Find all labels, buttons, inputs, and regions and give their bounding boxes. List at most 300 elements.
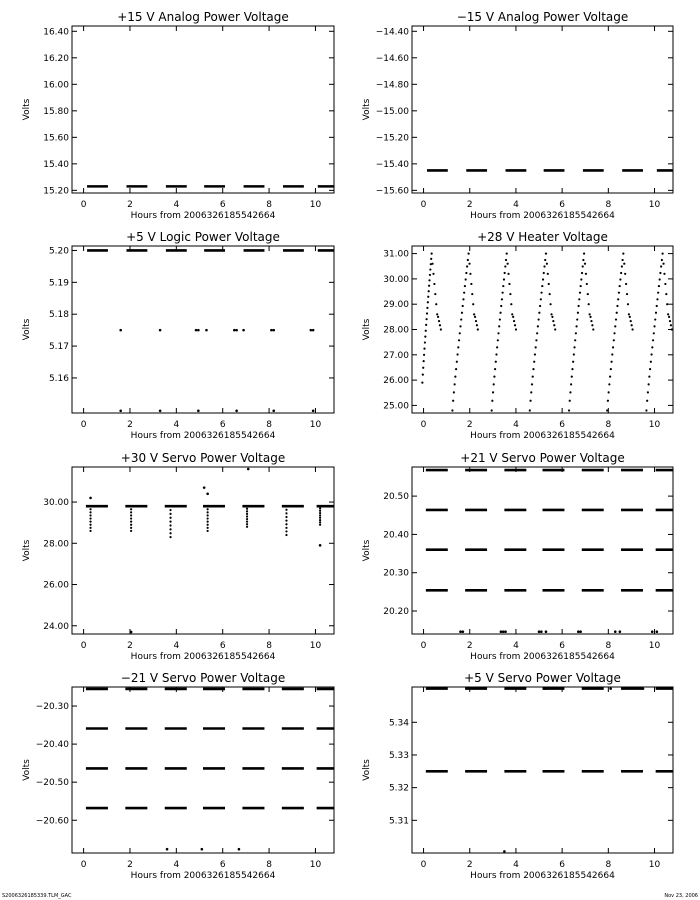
data-point [422, 374, 424, 376]
data-point [572, 361, 574, 363]
data-point [423, 348, 425, 350]
data-point [642, 687, 645, 690]
data-point [654, 318, 656, 320]
data-point [203, 486, 206, 489]
y-tick-label: 5.16 [48, 373, 69, 384]
data-point [544, 259, 546, 261]
data-point [662, 263, 664, 265]
x-tick-label: 10 [309, 860, 322, 870]
x-tick-label: 4 [513, 641, 519, 651]
y-tick-label: −20.50 [35, 778, 69, 789]
data-point [623, 263, 625, 265]
data-point [502, 630, 505, 633]
y-axis-label: Volts [22, 759, 32, 781]
data-point [548, 283, 550, 285]
data-point [246, 508, 248, 510]
data-point [536, 332, 538, 334]
y-axis-label: Volts [22, 539, 32, 562]
data-point [662, 252, 664, 254]
data-point [319, 514, 321, 516]
data-point [629, 316, 631, 318]
data-point [130, 505, 132, 507]
data-point [622, 252, 624, 254]
data-point [571, 376, 573, 378]
x-tick-label: 8 [605, 200, 612, 210]
x-tick-label: 8 [266, 200, 272, 210]
data-point [573, 353, 575, 355]
data-point [130, 631, 133, 634]
data-point [619, 630, 622, 633]
x-tick-label: 0 [80, 641, 87, 651]
data-point [609, 687, 612, 690]
x-axis-label: Hours from 2006326185542664 [130, 871, 276, 881]
x-tick-label: 6 [219, 420, 226, 430]
data-point [460, 318, 462, 320]
y-axis-label: Volts [362, 318, 372, 341]
data-point [571, 368, 573, 370]
data-point [494, 368, 496, 370]
data-point [431, 263, 433, 265]
data-point [207, 524, 209, 526]
data-point [590, 320, 592, 322]
data-point [538, 318, 540, 320]
data-point [89, 527, 91, 529]
data-point [646, 400, 648, 402]
data-point [622, 259, 624, 261]
data-point [423, 360, 425, 362]
y-tick-label: 20.20 [383, 607, 409, 618]
x-tick-label: 8 [266, 420, 272, 430]
data-point [543, 272, 545, 274]
data-point [428, 279, 430, 281]
data-point [645, 409, 647, 411]
data-point [89, 511, 91, 513]
data-point [502, 285, 504, 287]
data-point [475, 320, 477, 322]
y-tick-label: −20.40 [35, 740, 69, 751]
data-point [427, 296, 429, 298]
data-point [669, 320, 671, 322]
data-point [498, 325, 500, 327]
data-point [428, 285, 430, 287]
data-point [89, 517, 91, 519]
y-tick-label: 30.00 [43, 498, 69, 509]
data-point [543, 265, 545, 267]
data-point [569, 391, 571, 393]
y-tick-label: −15.60 [375, 186, 409, 197]
data-point [130, 530, 132, 532]
data-point [586, 283, 588, 285]
data-point [456, 361, 458, 363]
data-point [657, 292, 659, 294]
data-point [608, 391, 610, 393]
data-point [319, 544, 322, 547]
data-point [578, 305, 580, 307]
data-point [581, 272, 583, 274]
x-tick-label: 6 [219, 860, 226, 870]
data-point [627, 303, 629, 305]
x-tick-label: 4 [173, 641, 180, 651]
y-tick-label: 20.30 [383, 568, 409, 579]
data-point [608, 383, 610, 385]
x-tick-label: 10 [648, 200, 661, 210]
data-point [130, 517, 132, 519]
data-point [545, 252, 547, 254]
data-point [130, 527, 132, 529]
x-tick-label: 0 [80, 860, 87, 870]
x-tick-label: 2 [466, 200, 473, 210]
y-axis-label: Volts [362, 539, 372, 562]
x-tick-label: 10 [648, 420, 661, 430]
data-point [169, 517, 171, 519]
chart-title: +5 V Logic Power Voltage [126, 230, 280, 244]
data-point [272, 329, 275, 332]
data-point [207, 508, 209, 510]
data-point [246, 505, 248, 507]
y-tick-label: 26.00 [43, 580, 69, 591]
data-point [609, 376, 611, 378]
data-point [663, 273, 665, 275]
data-point [541, 285, 543, 287]
data-point [513, 320, 515, 322]
chart-panel-4 [362, 230, 673, 441]
y-tick-label: 5.32 [388, 783, 409, 794]
y-tick-label: 16.00 [43, 80, 69, 91]
data-point [493, 376, 495, 378]
data-point [207, 521, 209, 523]
data-point [510, 303, 512, 305]
data-point [659, 272, 661, 274]
y-tick-label: 28.00 [43, 539, 69, 550]
data-point [619, 278, 621, 280]
data-point [466, 265, 468, 267]
data-point [235, 409, 238, 412]
data-point [650, 361, 652, 363]
data-point [626, 293, 628, 295]
data-point [671, 328, 673, 330]
data-point [588, 303, 590, 305]
data-point [670, 324, 672, 326]
data-point [506, 252, 508, 254]
data-point [504, 630, 507, 633]
data-point [647, 391, 649, 393]
data-point [169, 513, 171, 515]
data-point [246, 526, 248, 528]
data-point [584, 263, 586, 265]
data-point [529, 409, 531, 411]
data-point [512, 316, 514, 318]
data-point [504, 272, 506, 274]
data-point [169, 509, 171, 511]
data-point [285, 523, 287, 525]
y-tick-label: −14.60 [375, 53, 409, 64]
data-point [272, 409, 275, 412]
data-point [459, 325, 461, 327]
data-point [422, 367, 424, 369]
x-axis-label: Hours from 2006326185542664 [470, 431, 615, 441]
x-tick-label: 10 [648, 641, 661, 651]
data-point [582, 259, 584, 261]
data-point [130, 511, 132, 513]
y-tick-label: −15.00 [375, 106, 409, 117]
data-point [430, 258, 432, 260]
data-point [467, 259, 469, 261]
plot-frame [72, 246, 334, 413]
x-tick-label: 8 [605, 641, 612, 651]
data-point [570, 383, 572, 385]
data-point [285, 505, 287, 507]
data-point [462, 630, 465, 633]
data-point [618, 292, 620, 294]
data-point [652, 339, 654, 341]
data-point [589, 316, 591, 318]
x-tick-label: 6 [219, 200, 226, 210]
data-point [533, 361, 535, 363]
data-point [462, 305, 464, 307]
data-point [424, 335, 426, 337]
data-point [575, 325, 577, 327]
chart-panel-5 [22, 451, 334, 662]
data-point [463, 292, 465, 294]
plot-frame [412, 246, 673, 413]
data-point [591, 324, 593, 326]
data-point [424, 341, 426, 343]
x-tick-label: 0 [420, 420, 427, 430]
y-axis-label: Volts [22, 98, 32, 121]
data-point [664, 283, 666, 285]
x-tick-label: 6 [559, 860, 565, 870]
data-point [540, 630, 543, 633]
data-point [454, 376, 456, 378]
data-point [285, 509, 287, 511]
data-point [589, 313, 591, 315]
data-point [668, 316, 670, 318]
x-tick-label: 10 [309, 200, 322, 210]
data-point [554, 328, 556, 330]
data-point [429, 268, 431, 270]
data-point [319, 519, 321, 521]
data-point [433, 283, 435, 285]
chart-title: +30 V Servo Power Voltage [120, 451, 286, 465]
data-point [491, 409, 493, 411]
x-tick-label: 2 [466, 641, 473, 651]
data-point [319, 512, 321, 514]
data-point [130, 514, 132, 516]
data-point [606, 409, 608, 411]
x-tick-label: 10 [309, 641, 322, 651]
data-point [426, 307, 428, 309]
chart-title: −15 V Analog Power Voltage [456, 10, 629, 24]
data-point [468, 263, 470, 265]
y-tick-label: −14.40 [375, 27, 409, 38]
chart-title: −21 V Servo Power Voltage [120, 671, 286, 685]
y-tick-label: −14.80 [375, 80, 409, 91]
data-point [207, 514, 209, 516]
chart-title: +5 V Servo Power Voltage [464, 671, 621, 685]
y-tick-label: 15.20 [43, 186, 69, 197]
data-point [530, 391, 532, 393]
data-point [206, 493, 209, 496]
data-point [427, 301, 429, 303]
x-tick-label: 6 [219, 641, 226, 651]
data-point [613, 339, 615, 341]
data-point [580, 285, 582, 287]
data-point [545, 630, 548, 633]
data-point [614, 325, 616, 327]
data-point [197, 409, 200, 412]
data-point [469, 273, 471, 275]
data-point [656, 305, 658, 307]
y-tick-label: −15.20 [375, 133, 409, 144]
data-point [472, 303, 474, 305]
x-axis-label: Hours from 2006326185542664 [130, 652, 276, 662]
data-point [421, 382, 423, 384]
x-tick-label: 10 [648, 860, 661, 870]
data-point [197, 329, 200, 332]
data-point [474, 316, 476, 318]
y-tick-label: 28.00 [383, 325, 409, 336]
x-tick-label: 8 [605, 860, 612, 870]
plot-frame [412, 687, 673, 853]
x-tick-label: 2 [127, 420, 133, 430]
x-tick-label: 2 [466, 860, 473, 870]
data-point [437, 316, 439, 318]
data-point [534, 353, 536, 355]
data-point [648, 376, 650, 378]
data-point [549, 293, 551, 295]
data-point [502, 292, 504, 294]
data-point [631, 324, 633, 326]
data-point [425, 318, 427, 320]
data-point [579, 630, 582, 633]
data-point [476, 324, 478, 326]
data-point [577, 312, 579, 314]
chart-panel-2 [362, 10, 673, 221]
x-tick-label: 4 [173, 200, 180, 210]
y-tick-label: 15.40 [43, 159, 69, 170]
data-point [435, 303, 437, 305]
data-point [615, 318, 617, 320]
x-tick-label: 2 [466, 420, 473, 430]
data-point [169, 532, 171, 534]
data-point [616, 312, 618, 314]
data-point [505, 259, 507, 261]
data-point [285, 527, 287, 529]
data-point [585, 273, 587, 275]
data-point [89, 530, 91, 532]
data-point [207, 530, 209, 532]
data-point [497, 339, 499, 341]
data-point [613, 332, 615, 334]
data-point [425, 324, 427, 326]
x-tick-label: 4 [513, 420, 519, 430]
data-point [477, 328, 479, 330]
data-point [500, 305, 502, 307]
data-point [529, 400, 531, 402]
data-point [247, 468, 250, 471]
data-point [492, 391, 494, 393]
footer-file-label: S2006326185339.TLM_GAC [2, 893, 72, 899]
data-point [429, 274, 431, 276]
x-tick-label: 2 [127, 641, 133, 651]
data-point [119, 409, 122, 412]
y-tick-label: −20.60 [35, 816, 69, 827]
data-point [431, 252, 433, 254]
data-point [666, 303, 668, 305]
data-point [130, 524, 132, 526]
data-point [625, 283, 627, 285]
data-point [493, 383, 495, 385]
data-point [578, 298, 580, 300]
data-point [576, 318, 578, 320]
y-tick-label: 29.00 [383, 300, 409, 311]
data-point [434, 293, 436, 295]
data-point [580, 278, 582, 280]
x-tick-label: 8 [266, 641, 272, 651]
data-point [539, 305, 541, 307]
data-point [620, 272, 622, 274]
data-point [159, 409, 162, 412]
data-point [514, 324, 516, 326]
chart-panel-3 [22, 230, 334, 441]
data-point [462, 298, 464, 300]
data-point [470, 283, 472, 285]
x-axis-label: Hours from 2006326185542664 [470, 652, 615, 662]
x-axis-label: Hours from 2006326185542664 [130, 431, 276, 441]
data-point [551, 316, 553, 318]
data-point [246, 518, 248, 520]
y-tick-label: 27.00 [383, 350, 409, 361]
data-point [89, 524, 91, 526]
data-point [207, 517, 209, 519]
data-point [504, 265, 506, 267]
x-tick-label: 2 [127, 200, 133, 210]
data-point [246, 523, 248, 525]
x-tick-label: 0 [80, 200, 87, 210]
data-point [89, 508, 91, 510]
data-point [495, 353, 497, 355]
data-point [319, 505, 321, 507]
data-point [169, 521, 171, 523]
y-tick-label: 5.31 [388, 816, 409, 827]
y-tick-label: 5.33 [388, 750, 409, 761]
x-axis-label: Hours from 2006326185542664 [470, 211, 615, 221]
data-point [467, 252, 469, 254]
x-tick-label: 4 [513, 200, 519, 210]
data-point [456, 353, 458, 355]
data-point [610, 361, 612, 363]
data-point [454, 383, 456, 385]
data-point [130, 521, 132, 523]
data-point [246, 521, 248, 523]
y-tick-label: 24.00 [43, 621, 69, 632]
data-point [532, 368, 534, 370]
data-point [532, 376, 534, 378]
data-point [658, 285, 660, 287]
data-point [438, 320, 440, 322]
data-point [612, 346, 614, 348]
data-point [501, 298, 503, 300]
data-point [89, 521, 91, 523]
x-tick-label: 4 [173, 420, 180, 430]
data-point [507, 273, 509, 275]
data-point [285, 520, 287, 522]
data-point [500, 630, 503, 633]
y-tick-label: 15.60 [43, 133, 69, 144]
data-point [319, 521, 321, 523]
data-point [169, 505, 171, 507]
x-tick-label: 2 [127, 860, 133, 870]
